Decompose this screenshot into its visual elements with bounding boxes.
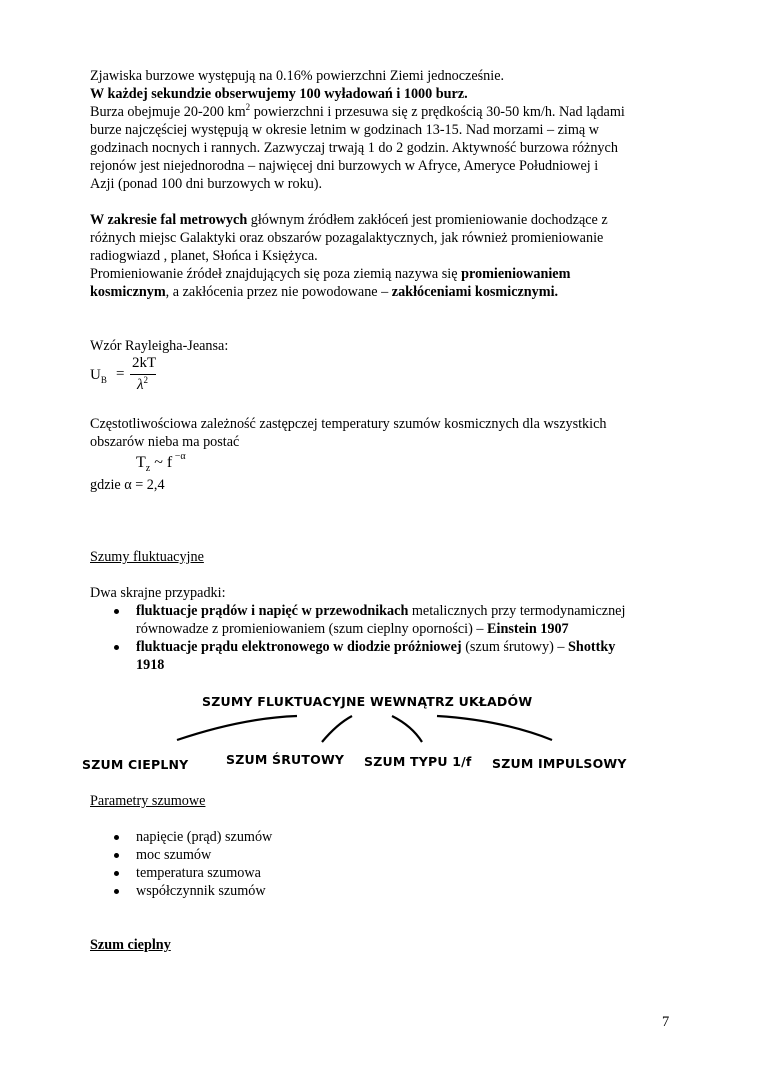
bullet-icon	[114, 835, 119, 840]
list-item: napięcie (prąd) szumów	[90, 828, 680, 846]
tree-leaf-thermal: SZUM CIEPLNY	[82, 757, 189, 772]
formula-denominator: $\lambda^2$	[137, 375, 148, 393]
list-item: fluktuacje prądu elektronowego w diodzie próżniowej (szum śrutowy) – Shottky 1918	[90, 638, 680, 674]
tz-formula: $T_z$ ~ f $^{-\alpha}$	[136, 451, 186, 474]
para1-line3: Burza obejmuje 20-200 $km^2$ powierzchni i przesuwa się z prędkością 30-50 km/h. Nad lądami	[90, 102, 625, 120]
list-item: fluktuacje prądów i napięć w przewodnikach metalicznych przy termodynamicznej równowadze z promieniowaniem (szum cieplny oporności) – Einstein 1907	[90, 602, 680, 638]
para2-line2: różnych miejsc Galaktyki oraz obszarów pozagalaktycznych, jak również promieniowanie	[90, 230, 604, 246]
bullet-icon	[114, 889, 119, 894]
fluct-list	[90, 602, 680, 674]
params-list	[90, 828, 680, 900]
para2-line5: kosmicznym, a zakłócenia przez nie powodowane – zakłóceniami kosmicznymi.	[90, 284, 559, 300]
para1-line1: Zjawiska burzowe występują na 0.16% powierzchni Ziemi jednocześnie.	[90, 68, 505, 84]
params-heading: Parametry szumowe	[90, 793, 206, 809]
tree-leaf-shot: SZUM ŚRUTOWY	[226, 752, 345, 767]
bullet-icon	[114, 853, 119, 858]
tree-root-label: SZUMY FLUKTUACYJNE WEWNĄTRZ UKŁADÓW	[202, 694, 533, 709]
fluct-heading: Szumy fluktuacyjne	[90, 549, 204, 565]
para2-line4: Promieniowanie źródeł znajdujących się poza ziemią nazywa się promieniowaniem	[90, 266, 571, 282]
bullet-icon	[114, 871, 119, 876]
para2-line1: W zakresie fal metrowych głównym źródłem zakłóceń jest promieniowanie dochodzące z	[90, 212, 608, 228]
bullet-icon	[114, 645, 119, 650]
list-item: temperatura szumowa	[90, 864, 680, 882]
para1-line7: Azji (ponad 100 dni burzowych w roku).	[90, 176, 323, 192]
page-number: 7	[662, 1014, 670, 1030]
alpha-value: gdzie α = 2,4	[90, 477, 165, 493]
page-content	[82, 67, 680, 954]
bullet-icon	[114, 609, 119, 614]
para1-line5: godzinach nocnych i rannych. Zazwyczaj trwają 1 do 2 godzin. Aktywność burzowa różnych	[90, 140, 618, 156]
list-item: moc szumów	[90, 846, 680, 864]
para1-line2: W każdej sekundzie obserwujemy 100 wyładowań i 1000 burz.	[90, 86, 468, 102]
rayleigh-title: Wzór Rayleigha-Jeansa:	[90, 338, 229, 354]
rayleigh-formula	[90, 357, 680, 397]
tree-leaf-impulse: SZUM IMPULSOWY	[492, 756, 627, 771]
fluct-intro: Dwa skrajne przypadki:	[90, 585, 226, 601]
spectral-line2: obszarów nieba ma postać	[90, 434, 240, 450]
para2-line3: radiogwiazd , planet, Słońca i Księżyca.	[90, 248, 318, 264]
list-item: współczynnik szumów	[90, 882, 680, 900]
thermal-heading: Szum cieplny	[90, 937, 171, 953]
noise-tree-diagram	[82, 692, 642, 780]
tree-leaf-flicker: SZUM TYPU 1/f	[364, 754, 472, 769]
formula-lhs: $U_B$	[90, 367, 107, 385]
spectral-line1: Częstotliwościowa zależność zastępczej temperatury szumów kosmicznych dla wszystkich	[90, 416, 607, 432]
para1-line4: burze najczęściej występują w okresie letnim w godzinach 13-15. Nad morzami – zimą w	[90, 122, 599, 138]
para1-line6: rejonów jest niejednorodna – najwięcej dni burzowych w Afryce, Ameryce Południowej i	[90, 158, 599, 174]
formula-numerator: 2kT	[132, 355, 157, 371]
formula-eq: =	[116, 366, 125, 382]
